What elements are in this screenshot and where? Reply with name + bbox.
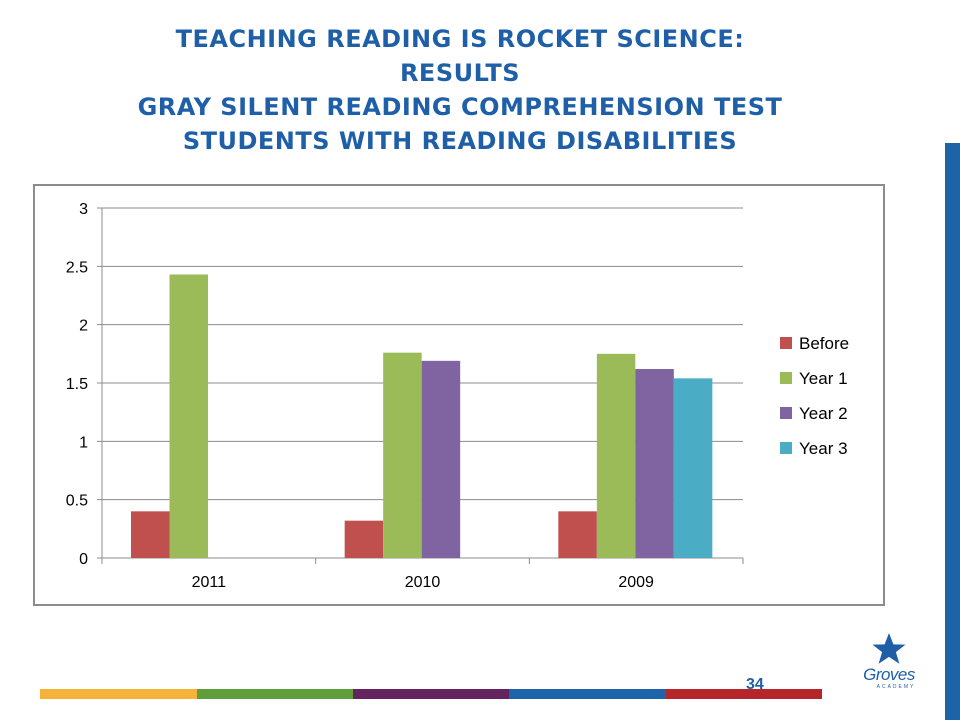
x-tick-label: 2011: [191, 574, 227, 591]
legend-label-year-3: Year 3: [799, 439, 848, 458]
y-tick-label: 2: [79, 317, 88, 335]
bar-year-2-2009: [635, 369, 674, 558]
bar-before-2011: [131, 511, 170, 558]
footer-color-stripes: [40, 689, 822, 699]
footer-stripe-green: [197, 689, 353, 699]
bar-year-1-2009: [597, 354, 636, 558]
bar-year-1-2010: [383, 353, 422, 558]
legend-label-year-2: Year 2: [799, 404, 848, 423]
page-number: 34: [746, 676, 764, 693]
bar-chart: [35, 186, 883, 604]
y-tick-label: 1: [79, 434, 88, 452]
legend-label-year-1: Year 1: [799, 369, 848, 388]
title-line-2: RESULTS: [399, 59, 521, 87]
y-tick-label: 2.5: [65, 259, 88, 277]
slide-title: [40, 22, 880, 158]
y-tick-label: 3: [79, 201, 88, 218]
logo-subtitle: ACADEMY: [876, 684, 916, 690]
footer-stripe-purple: [353, 689, 509, 699]
y-tick-label: 1.5: [65, 376, 88, 393]
legend-label-before: Before: [799, 334, 850, 353]
legend-swatch-before: [780, 337, 792, 349]
chart-frame: [33, 184, 885, 606]
legend-swatch-year-1: [780, 372, 792, 384]
title-line-1: TEACHING READING IS ROCKET SCIENCE:: [175, 25, 745, 53]
right-accent-bar: [945, 143, 960, 720]
logo-wordmark: Groves: [863, 665, 915, 684]
x-tick-label: 2010: [404, 574, 441, 591]
title-line-3: GRAY SILENT READING COMPREHENSION TEST: [137, 93, 783, 121]
title-line-4: STUDENTS WITH READING DISABILITIES: [182, 127, 738, 155]
bar-before-2009: [558, 511, 597, 558]
bar-year-3-2009: [674, 378, 713, 558]
legend-swatch-year-3: [780, 442, 792, 454]
footer-stripe-orange: [40, 689, 197, 699]
y-tick-label: 0.5: [65, 492, 88, 510]
bar-year-2-2010: [422, 361, 461, 558]
bar-before-2010: [345, 521, 384, 558]
y-tick-label: 0: [79, 551, 88, 568]
star-icon: [853, 632, 925, 668]
legend-swatch-year-2: [780, 407, 792, 419]
footer-stripe-blue: [509, 689, 666, 699]
x-tick-label: 2009: [618, 574, 654, 591]
footer-stripe-red: [666, 689, 822, 699]
groves-academy-logo: [853, 632, 925, 692]
bar-year-1-2011: [170, 275, 209, 559]
